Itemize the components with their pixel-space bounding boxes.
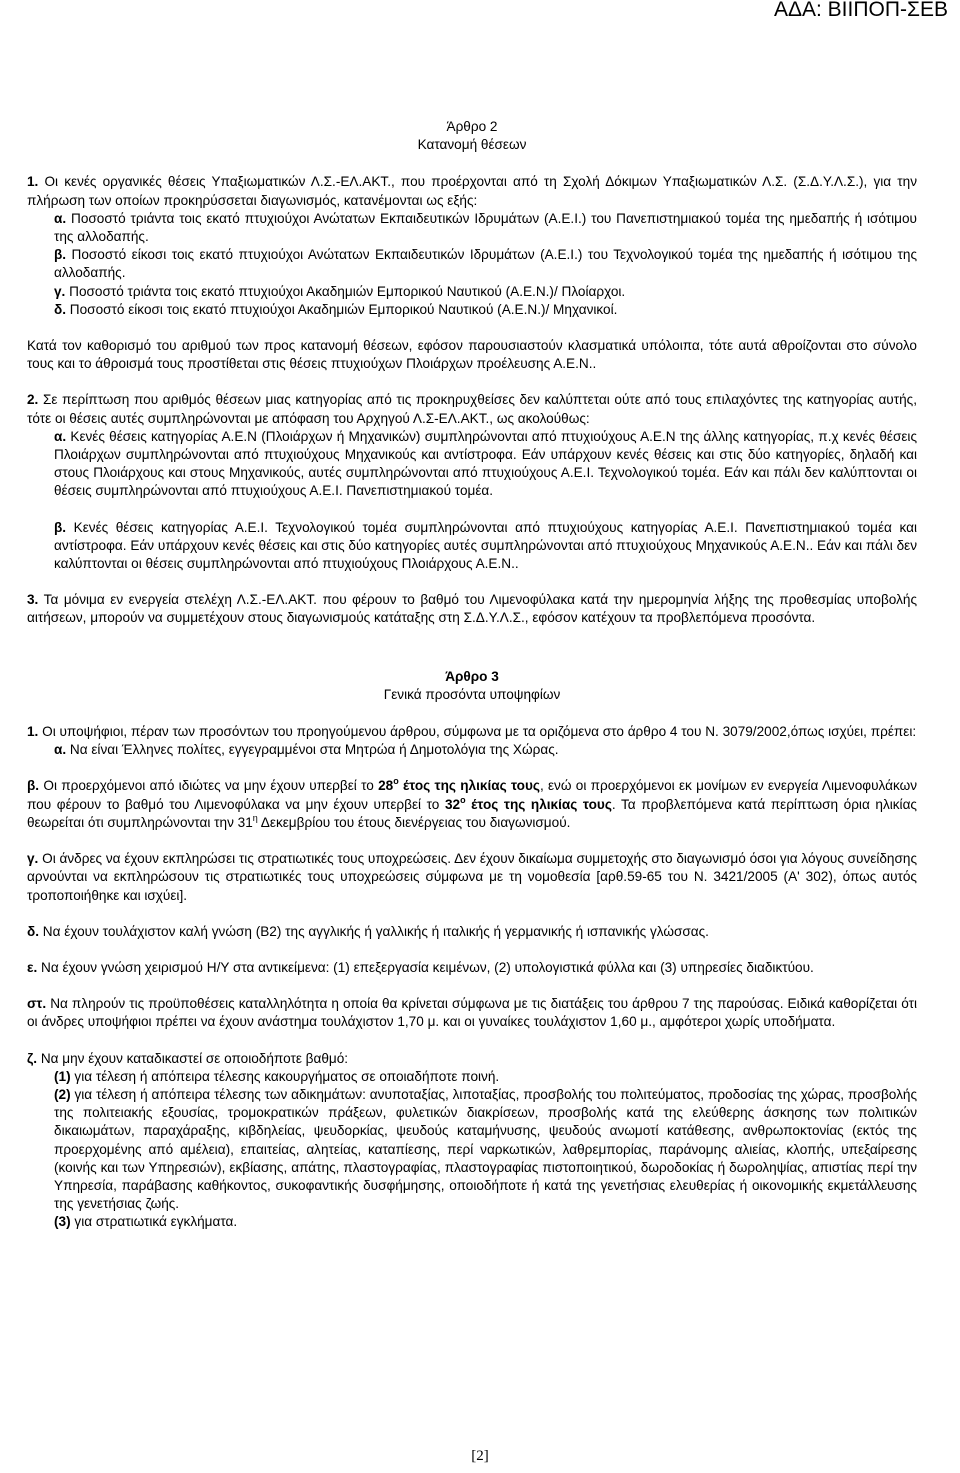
article-2-item-a: α. Ποσοστό τριάντα τοις εκατό πτυχιούχοι Ανώτατων Εκπαιδευτικών Ιδρυμάτων (Α.Ε.Ι.) του Πανεπιστημιακού τομέα της ημεδαπής ή ισότιμου της αλλοδαπής.	[54, 210, 917, 245]
article-2-item-c: γ. Ποσοστό τριάντα τοις εκατό πτυχιούχοι Ακαδημιών Εμπορικού Ναυτικού (Α.Ε.Ν.)/ Πλοίαρχοι.	[54, 283, 626, 299]
document-body	[27, 112, 917, 1232]
article-2-subtitle: Κατανομή θέσεων	[417, 137, 527, 153]
ada-code: ΑΔΑ: ΒΙΙΠΟΠ-ΣΕΒ	[773, 0, 948, 21]
article-3-item-st: στ. Να πληρούν τις προϋποθέσεις καταλληλότητα η οποία θα κρίνεται σύμφωνα με τις διατάξεις του άρθρου 7 της παρούσας. Ειδικά καθορίζεται ότι οι άνδρες υποψήφιοι πρέπει να έχουν ανάστημα τουλάχιστον 1,70 μ. και οι γυναίκες τουλάχιστον 1,60 μ., αμφότεροι χωρίς υποδήματα.	[27, 996, 917, 1030]
article-3-item-z-2: (2) για τέλεση ή απόπειρα τέλεσης των αδικημάτων: ανυποταξίας, λιποταξίας, προσβολής του πολιτεύματος, προδοσίας της χώρας, προσβολής της πολιτειακής εξουσίας, τρομοκρατικών πράξεων, φυλετικών διακρίσεων, προσβολής κατά της ελεύθερης άσκησης των πολιτικών δικαιωμάτων, παραχάραξης, κιβδηλείας, ψευδορκίας, ψευδούς καταμήνυσης, ψευδούς ανωμοτί κατάθεσης, ανθρωποκτονίας (εκτός της προερχομένης από αμέλεια), επαιτείας, αλητείας, καταπίεσης, περί ναρκωτικών, λαθρεμπορίας, παράνομης αλιείας, κλοπής, υπεξαίρεσης (κοινής και των Υπηρεσιών), εκβίασης, απάτης, πλαστογραφίας, πλαστογραφίας πιστοποιητικού, δωροδοκίας ή δωροληψίας, απιστίας περί την Υπηρεσία, παράβασης καθήκοντος, συκοφαντικής δυσφήμησης, οποιοδήποτε ή κατά της γενετήσιας ελευθερίας ή οικονομικής εκμετάλλευσης της γενετήσιας ζωής.	[54, 1086, 917, 1212]
article-2-para-2: 2. Σε περίπτωση που αριθμός θέσεων μιας κατηγορίας από τις προκηρυχθείσες δεν καλύπτεται ούτε από τους επιλαχόντες της κατηγορίας αυτής, τότε οι θέσεις αυτές συμπληρώνονται με απόφαση του Αρχηγού Λ.Σ-ΕΛ.ΑΚΤ., ως ακολούθως:	[27, 392, 917, 426]
article-2-item-b: β. Ποσοστό είκοσι τοις εκατό πτυχιούχοι Ανώτατων Εκπαιδευτικών Ιδρυμάτων (Α.Ε.Ι.) του Τεχνολογικού τομέα της ημεδαπής ή ισότιμου της αλλοδαπής.	[54, 247, 917, 281]
article-2-para-3: 3. Τα μόνιμα εν ενεργεία στελέχη Λ.Σ.-ΕΛ.ΑΚΤ. που φέρουν το βαθμό του Λιμενοφύλακα κατά την ημερομηνία λήξης της προθεσμίας υποβολής αιτήσεων, μπορούν να συμμετέχουν στους διαγωνισμούς κατάταξης στη Σ.Δ.Υ.Λ.Σ., εφόσον κατέχουν τα προβλεπόμενα προσόντα.	[27, 592, 917, 626]
article-2-para-2-b: β. Κενές θέσεις κατηγορίας Α.Ε.Ι. Τεχνολογικού τομέα συμπληρώνονται από πτυχιούχους κατηγορίας Α.Ε.Ι. Πανεπιστημιακού τομέα και αντίστροφα. Εάν υπάρχουν κενές θέσεις και στις δύο κατηγορίες αυτές συμπληρώνονται από πτυχιούχους Μηχανικούς Α.Ε.Ν.. Εάν και πάλι δεν καλύπτονται οι θέσεις συμπληρώνονται από πτυχιούχους Πλοιάρχους Α.Ε.Ν..	[54, 519, 917, 572]
article-2-para-1: 1. Οι κενές οργανικές θέσεις Υπαξιωματικών Λ.Σ.-ΕΛ.ΑΚΤ., που προέρχονται από τη Σχολή Δόκιμων Υπαξιωματικών Λ.Σ. (Σ.Δ.Υ.Λ.Σ.), για την πλήρωση των οποίων προκηρύσσεται διαγωνισμός, κατανέμονται ως εξής:	[27, 174, 917, 208]
article-3-item-z-1: (1) για τέλεση ή απόπειρα τέλεσης κακουργήματος σε οποιαδήποτε ποινή.	[54, 1068, 500, 1084]
article-3-item-a: α. Να είναι Έλληνες πολίτες, εγγεγραμμένοι στα Μητρώα ή Δημοτολόγια της Χώρας.	[54, 742, 559, 758]
article-3-item-c: γ. Οι άνδρες να έχουν εκπληρώσει τις στρατιωτικές τους υποχρεώσεις. Δεν έχουν δικαίωμα συμμετοχής στο διαγωνισμό όσοι για λόγους συνείδησης αρνούνται να εκπληρώσουν τις στρατιωτικές τους υποχρεώσεις σύμφωνα με τη νομοθεσία [αρθ.59-65 του Ν. 3421/2005 (Α' 302), όπως αυτός τροποποιήθηκε και ισχύει].	[27, 851, 917, 903]
article-2-para-2-a: α. Κενές θέσεις κατηγορίας Α.Ε.Ν (Πλοιάρχων ή Μηχανικών) συμπληρώνονται από πτυχιούχους Α.Ε.Ν της άλλης κατηγορίας, π.χ κενές θέσεις Πλοιάρχων συμπληρώνονται από πτυχιούχους Μηχανικούς και αντίστροφα. Εάν υπάρχουν κενές θέσεις και στις δύο κατηγορίες, δηλαδή και στους Πλοιάρχους και στους Μηχανικούς, αυτές συμπληρώνονται από πτυχιούχους Α.Ε.Ι. Τεχνολογικού τομέα. Εάν και πάλι δεν καλύπτονται οι θέσεις συμπληρώνονται από πτυχιούχους Α.Ε.Ι. Πανεπιστημιακού τομέα.	[54, 428, 917, 499]
article-3-subtitle: Γενικά προσόντα υποψηφίων	[383, 686, 561, 702]
article-3-item-b: β. Οι προερχόμενοι από ιδιώτες να μην έχουν υπερβεί το $28^o$ έτος της ηλικίας τους, ενώ οι προερχόμενοι εκ μονίμων εν ενεργεία Λιμενοφυλάκων που φέρουν το βαθμό του Λιμενοφύλακα να μην έχουν υπερβεί το $32^o$ έτος της ηλικίας τους. Τα προβλεπόμενα κατά περίπτωση όρια ηλικίας θεωρείται ότι συμπληρώνονται την $31^\eta$ Δεκεμβρίου του έτους διενέργειας του διαγωνισμού.	[27, 776, 918, 830]
article-3-item-d: δ. Να έχουν τουλάχιστον καλή γνώση (Β2) της αγγλικής ή γαλλικής ή ιταλικής ή γερμανικής ή ισπανικής γλώσσας.	[27, 923, 709, 939]
page-number: [2]	[471, 1448, 489, 1464]
age-limit-28: $28^o$ έτος της ηλικίας τους	[378, 776, 540, 794]
article-2-item-d: δ. Ποσοστό είκοσι τοις εκατό πτυχιούχοι Ακαδημιών Εμπορικού Ναυτικού (Α.Ε.Ν.)/ Μηχανικοί.	[54, 301, 618, 317]
article-3-para-1: 1. Οι υποψήφιοι, πέραν των προσόντων του προηγούμενου άρθρου, σύμφωνα με τα οριζόμενα στο άρθρο 4 του Ν. 3079/2002,όπως ισχύει, πρέπει:	[27, 724, 917, 740]
article-2-fraction-para: Κατά τον καθορισμό του αριθμού των προς κατανομή θέσεων, εφόσον παρουσιαστούν κλασματικά υπόλοιπα, τότε αυτά αθροίζονται στο σύνολο τους και το άθροισμά τους προστίθεται στις θέσεις πτυχιούχων Πλοιάρχων προέλευσης Α.Ε.Ν..	[27, 338, 917, 372]
article-3-item-z: ζ. Να μην έχουν καταδικαστεί σε οποιοδήποτε βαθμό:	[27, 1050, 349, 1066]
article-3-item-z-3: (3) για στρατιωτικά εγκλήματα.	[54, 1214, 238, 1230]
article-2-title: Άρθρο 2	[446, 119, 498, 134]
article-3-item-e: ε. Να έχουν γνώση χειρισμού Η/Υ στα αντικείμενα: (1) επεξεργασία κειμένων, (2) υπολογιστικά φύλλα και (3) υπηρεσίες διαδικτύου.	[27, 959, 814, 975]
age-limit-32: $32^o$ έτος της ηλικίας τους	[444, 794, 612, 812]
article-3-title: Άρθρο 3	[445, 668, 499, 684]
